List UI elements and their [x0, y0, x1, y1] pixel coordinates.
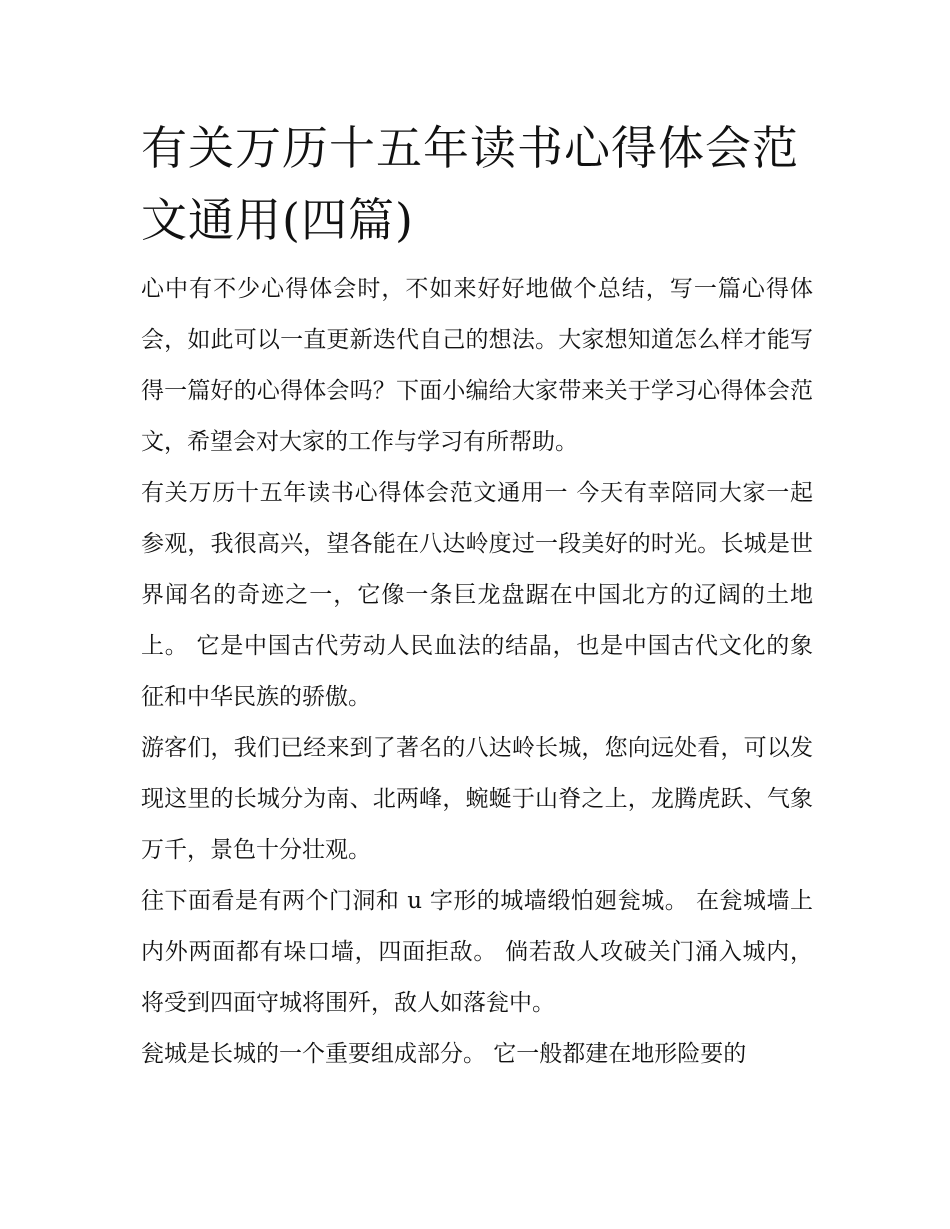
paragraph-2: 游客们，我们已经来到了著名的八达岭长城，您向远处看，可以发现这里的长城分为南、北两峰，蜿蜒于山脊之上，龙腾虎跃、气象万千，景色十分壮观。 — [141, 735, 813, 863]
document-page — [141, 112, 813, 1080]
paragraph-4: 瓮城是长城的一个重要组成部分。 它一般都建在地形险要的 — [141, 1041, 747, 1067]
paragraph-1: 有关万历十五年读书心得体会范文通用一 今天有幸陪同大家一起参观，我很高兴，望各能在八达岭度过一段美好的时光。长城是世界闻名的奇迹之一，它像一条巨龙盘踞在中国北方的辽阔的土地上。 它是中国古代劳动人民血法的结晶，也是中国古代文化的象征和中华民族的骄傲。 — [141, 480, 813, 710]
paragraph-intro: 心中有不少心得体会时，不如来好好地做个总结，写一篇心得体会，如此可以一直更新迭代自己的想法。大家想知道怎么样才能写得一篇好的心得体会吗？下面小编给大家带来关于学习心得体会范文，希望会对大家的工作与学习有所帮助。 — [141, 276, 813, 455]
document-title: 有关万历十五年读书心得体会范文通用(四篇) — [141, 121, 799, 247]
paragraph-3: 往下面看是有两个门洞和 u 字形的城墙缎怕㢠瓮城。 在瓮城墙上内外两面都有垛口墙，四面拒敌。 倘若敌人攻破关门涌入城内，将受到四面守城将围歼，敌人如落瓮中。 — [141, 888, 813, 1016]
